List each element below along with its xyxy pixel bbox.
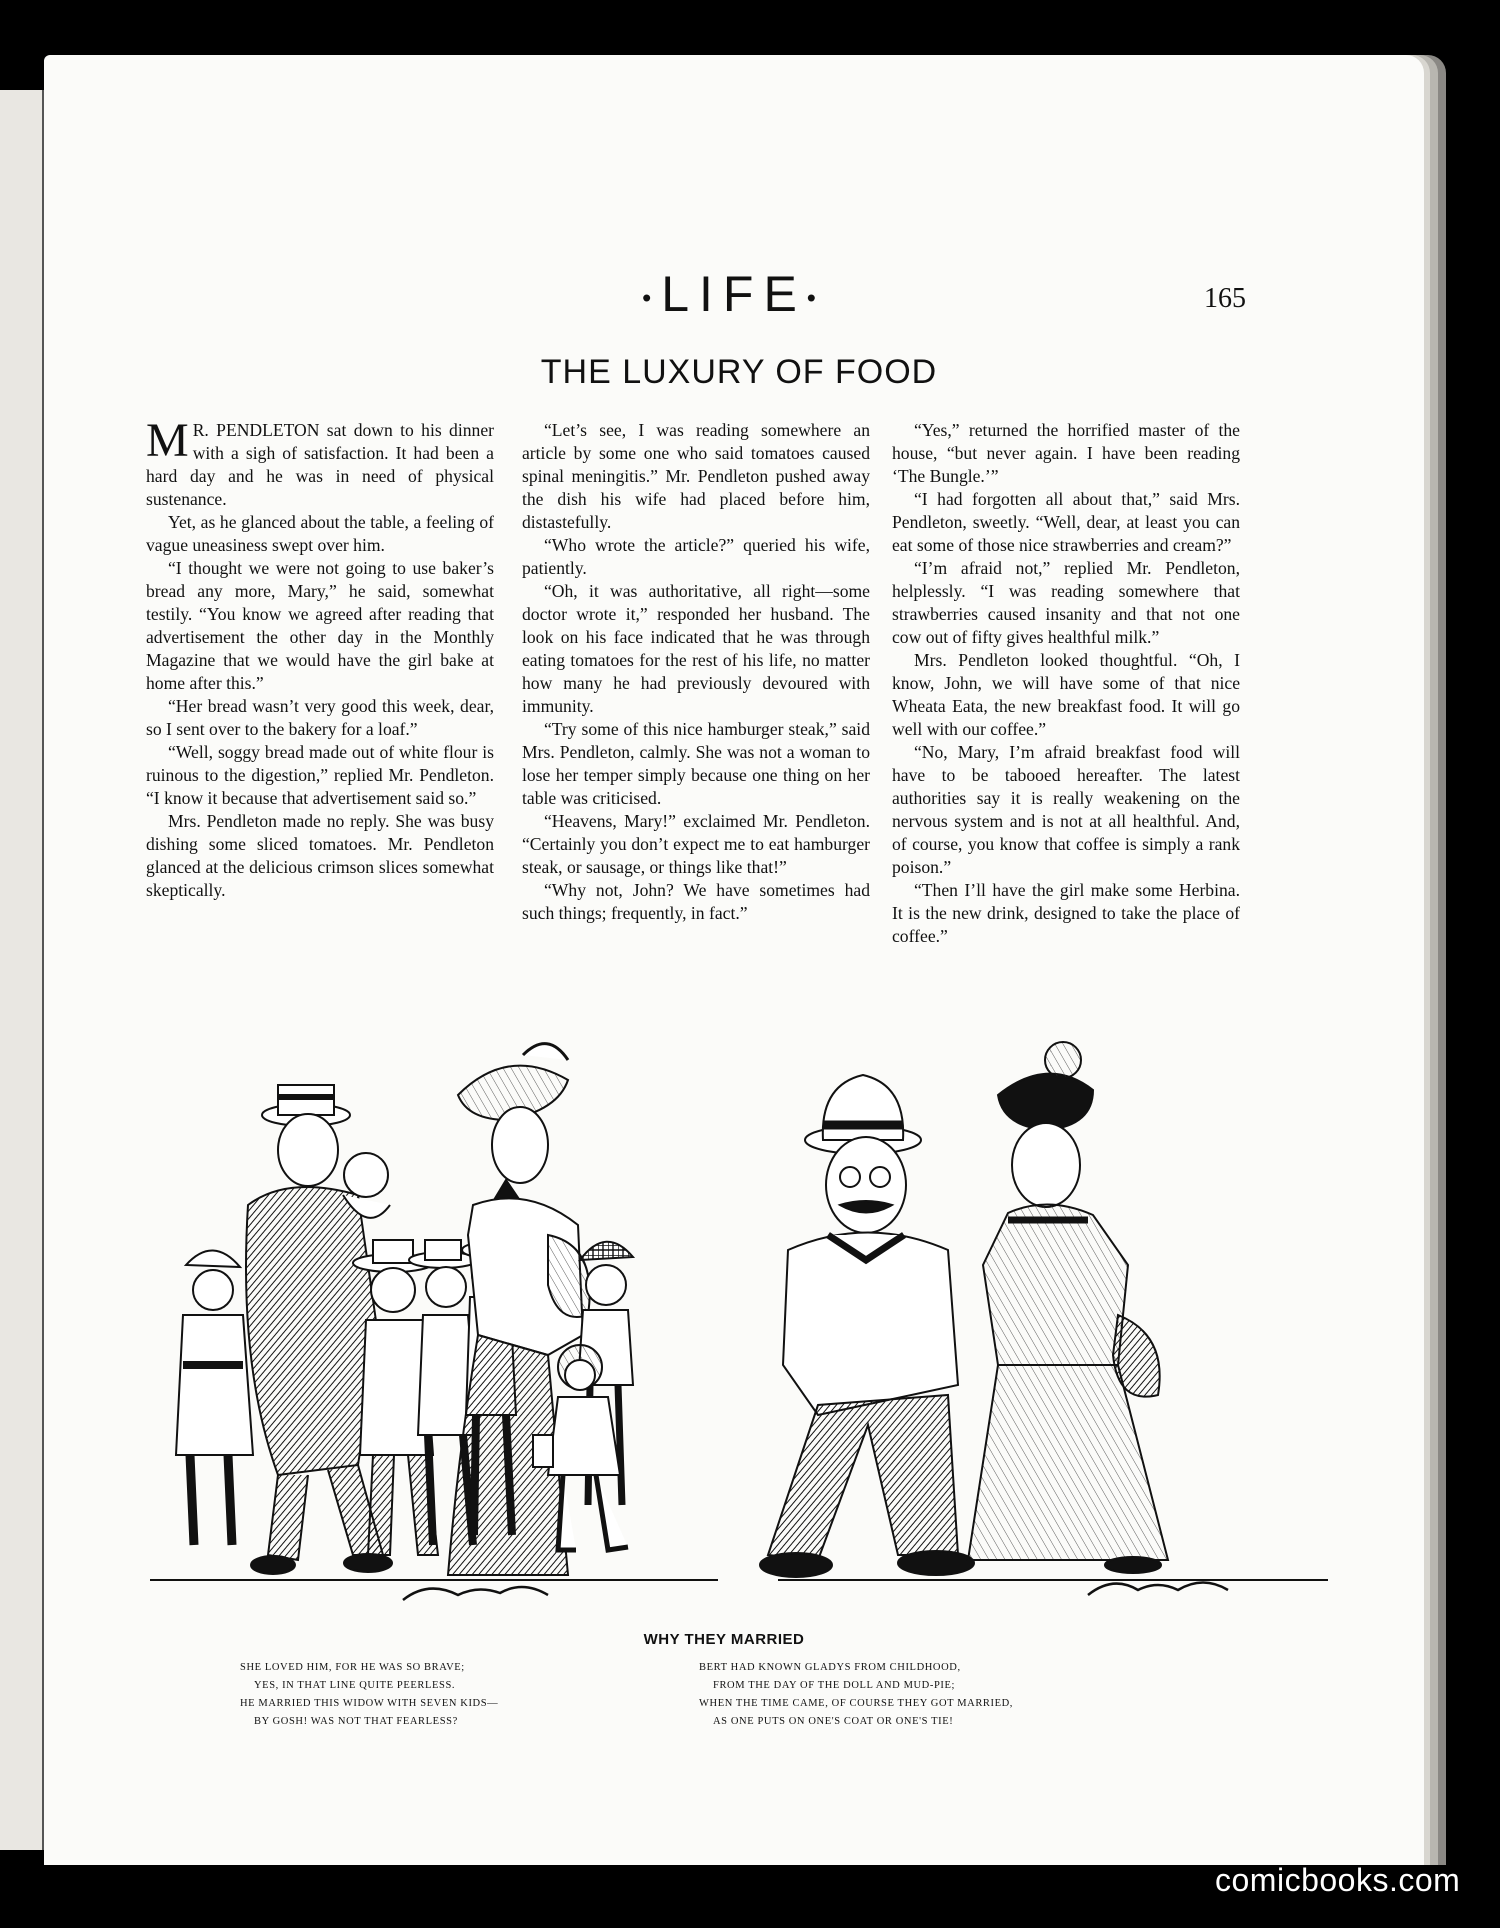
paragraph: “I’m afraid not,” replied Mr. Pendleton, helplessly. “I was reading somewhere that strawberries caused insanity and that not one cow out of fifty gives healthful milk.” [892, 558, 1240, 647]
paragraph: Yet, as he glanced about the table, a feeling of vague uneasiness swept over him. [146, 512, 494, 555]
verse-line: FROM THE DAY OF THE DOLL AND MUD-PIE; [713, 1680, 956, 1691]
magazine-title: LIFE [661, 266, 807, 322]
paragraph: “Well, soggy bread made out of white flour is ruinous to the digestion,” replied Mr. Pendleton. “I know it because that advertisement said so.” [146, 742, 494, 808]
drop-cap: M [146, 414, 189, 467]
paragraph: M R. PENDLETON sat down to his dinner with a sigh of satisfaction. It had been a hard day and he was in need of physical sustenance. [146, 414, 494, 509]
paragraph: Mrs. Pendleton made no reply. She was busy dishing some sliced tomatoes. Mr. Pendleton glanced at the delicious crimson slices somewhat skeptically. [146, 811, 494, 900]
paragraph: “Why not, John? We have sometimes had such things; frequently, in fact.” [522, 880, 870, 923]
header-dot-left: • [642, 282, 662, 313]
site-watermark: comicbooks.com [1215, 1862, 1461, 1898]
paragraph: Mrs. Pendleton looked thoughtful. “Oh, I know, John, we will have some of that nice Wheata Eata, the new breakfast food. It will go well with our coffee.” [892, 650, 1240, 739]
right-panel-figures [760, 1042, 1328, 1595]
paragraph: “Who wrote the article?” queried his wife, patiently. [522, 535, 870, 578]
verse-line: AS ONE PUTS ON ONE'S COAT OR ONE'S TIE! [713, 1716, 954, 1727]
article-column-3 [892, 419, 1240, 948]
paragraph: “Then I’ll have the girl make some Herbina. It is the new drink, designed to take the place of coffee.” [892, 880, 1240, 946]
header-dot-right: • [806, 282, 826, 313]
paragraph: “Let’s see, I was reading somewhere an article by some one who said tomatoes caused spinal meningitis.” Mr. Pendleton pushed away the dish his wife had placed before him, distastefully. [522, 420, 870, 532]
cartoon-illustration [128, 1035, 1338, 1605]
paragraph: “No, Mary, I’m afraid breakfast food will have to be tabooed hereafter. The latest authorities say it is really weakening on the nervous system and is not at all healthful. And, of course, you know that coffee is simply a rank poison.” [892, 742, 1240, 877]
verse-right [699, 1659, 1013, 1731]
facing-page-edge [0, 90, 44, 1850]
magazine-page [44, 55, 1424, 1865]
paragraph: “I had forgotten all about that,” said Mrs. Pendleton, sweetly. “Well, dear, at least you can eat some of those nice strawberries and cream?” [892, 489, 1240, 555]
verse-line: WHEN THE TIME CAME, OF COURSE THEY GOT MARRIED, [699, 1698, 1014, 1709]
verse-line: BERT HAD KNOWN GLADYS FROM CHILDHOOD, [699, 1662, 961, 1673]
left-panel-figures [150, 1044, 718, 1600]
verse-line: HE MARRIED THIS WIDOW WITH SEVEN KIDS— [240, 1698, 499, 1709]
paragraph: “Heavens, Mary!” exclaimed Mr. Pendleton. “Certainly you don’t expect me to eat hamburger steak, or sausage, or things like that!” [522, 811, 870, 877]
article-column-1 [146, 414, 494, 902]
verse-line: BY GOSH! WAS NOT THAT FEARLESS? [254, 1716, 458, 1727]
paragraph: “I thought we were not going to use baker’s bread any more, Mary,” he said, somewhat testily. “You know we agreed after reading that advertisement the other day in the Monthly Magazine that we would have the girl bake at home after this.” [146, 558, 494, 693]
paragraph: “Her bread wasn’t very good this week, dear, so I sent over to the bakery for a loaf.” [146, 696, 494, 739]
paragraph: “Oh, it was authoritative, all right—some doctor wrote it,” responded her husband. The look on his face indicated that he was through eating tomatoes for the rest of his life, no matter how many he had previously devoured with immunity. [522, 581, 870, 716]
paragraph: “Yes,” returned the horrified master of the house, “but never again. I have been reading ‘The Bungle.’” [892, 420, 1240, 486]
verse-left [240, 1659, 498, 1731]
verse-line: SHE LOVED HIM, FOR HE WAS SO BRAVE; [240, 1662, 465, 1673]
cartoon-caption-title: WHY THEY MARRIED [643, 1631, 805, 1648]
page-number: 165 [1204, 283, 1246, 314]
paragraph: “Try some of this nice hamburger steak,” said Mrs. Pendleton, calmly. She was not a woman to lose her temper simply because one thing on her table was criticised. [522, 719, 870, 808]
article-column-2 [522, 419, 870, 925]
article-title: THE LUXURY OF FOOD [540, 353, 938, 391]
verse-line: YES, IN THAT LINE QUITE PEERLESS. [254, 1680, 456, 1691]
